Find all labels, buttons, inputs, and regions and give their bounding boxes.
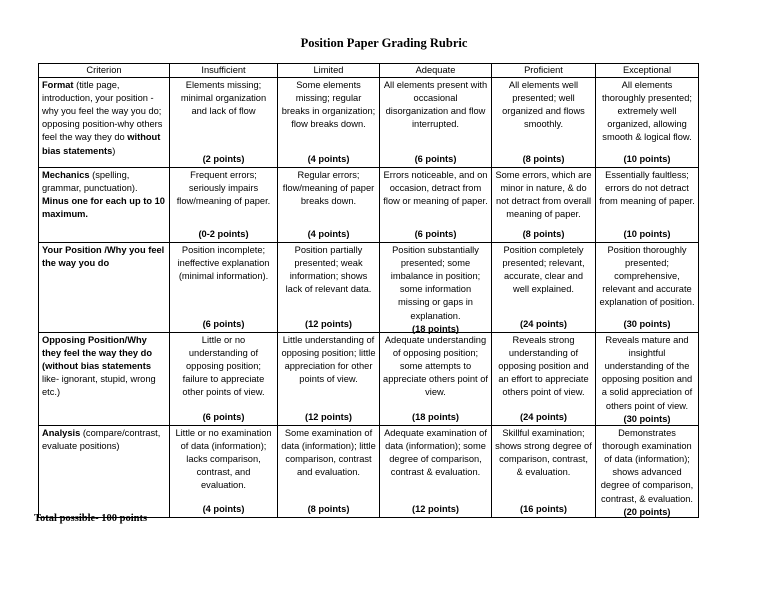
rubric-points: (20 points) [623,506,671,517]
rubric-cell-content [281,169,376,241]
header-exceptional: Exceptional [596,64,699,78]
rubric-row [39,78,699,168]
rubric-cell [596,78,699,168]
rubric-cell-content [383,427,488,516]
rubric-points: (6 points) [414,229,457,239]
rubric-cell-content [281,427,376,516]
rubric-description: Little or no examination of data (information); lacks comparison, contrast, and evaluation. [175,428,272,491]
rubric-cell [596,333,699,426]
rubric-cell [278,333,380,426]
header-insufficient: Insufficient [170,64,278,78]
rubric-row [39,243,699,333]
rubric-cell [596,426,699,518]
rubric-points: (8 points) [307,504,350,514]
criterion-criterion-text2: ) [112,145,116,156]
rubric-cell-content [599,169,695,241]
rubric-description: Regular errors; flow/meaning of paper breaks down. [282,170,375,207]
rubric-description: Some examination of data (information); little comparison, contrast and evaluation. [281,428,376,478]
rubric-cell [492,78,596,168]
rubric-cell [380,78,492,168]
rubric-points: (12 points) [304,412,352,422]
rubric-description: Skillful examination; shows strong degree of comparison, contrast, & evaluation. [495,428,592,478]
rubric-points: (30 points) [623,413,671,424]
rubric-table [38,63,699,518]
rubric-cell-content [495,169,592,241]
rubric-points: (8 points) [522,154,565,164]
rubric-points: (24 points) [519,412,567,422]
rubric-points: (0-2 points) [198,229,249,239]
criterion-cell [39,426,170,518]
total-points: Total possible- 100 points [34,513,148,524]
rubric-description: Adequate understanding of opposing position; some attempts to appreciate others point of view. [383,335,488,398]
rubric-description: Adequate examination of data (information); some degree of comparison, contrast & evaluation. [384,428,487,478]
header-row [39,64,699,78]
criterion-criterion-bold: Your Position /Why you feel the way you do [42,245,165,269]
criterion-cell [39,243,170,333]
rubric-points: (18 points) [411,323,459,334]
rubric-points: (6 points) [202,412,245,422]
criterion-criterion-text: (compare/contrast, evaluate positions) [42,428,161,452]
rubric-points: (30 points) [623,319,671,329]
rubric-points: (16 points) [519,504,567,514]
rubric-points: (12 points) [411,504,459,514]
rubric-points: (4 points) [307,229,350,239]
rubric-cell [596,243,699,333]
rubric-points: (2 points) [202,154,245,164]
rubric-cell-content [599,79,695,166]
rubric-cell [380,333,492,426]
rubric-cell [380,243,492,333]
criterion-cell [39,333,170,426]
rubric-description: Essentially faultless; errors do not detract from meaning of paper. [599,170,695,207]
rubric-cell-content [495,244,592,331]
rubric-cell [170,426,278,518]
header-limited: Limited [278,64,380,78]
rubric-description: Errors noticeable, and on occasion, detract from flow or meaning of paper. [383,170,488,207]
rubric-cell [492,333,596,426]
rubric-cell-content [599,334,695,424]
rubric-description: Position partially presented; weak information; shows lack of relevant data. [285,245,372,295]
rubric-points: (10 points) [623,154,671,164]
rubric-points: (24 points) [519,319,567,329]
rubric-description: Reveals strong understanding of opposing position and an effort to appreciate others point of view. [498,335,589,398]
rubric-description: Demonstrates thorough examination of data (information); shows advanced degree of comparison, contrast, & evaluation. [600,428,694,504]
rubric-cell [170,243,278,333]
rubric-description: Little understanding of opposing position; little appreciation for other points of view. [281,335,376,385]
rubric-cell [380,168,492,243]
rubric-cell [278,243,380,333]
rubric-cell-content [281,79,376,166]
rubric-description: Reveals mature and insightful understanding of the opposing position and a solid appreciation of others point of view. [601,335,693,411]
rubric-points: (18 points) [411,412,459,422]
rubric-cell [492,243,596,333]
rubric-description: Some elements missing; regular breaks in organization; flow breaks down. [281,80,376,130]
rubric-cell [278,78,380,168]
header-proficient: Proficient [492,64,596,78]
rubric-points: (8 points) [522,229,565,239]
criterion-criterion-bold: Mechanics [42,170,90,181]
criterion-criterion-bold2: without bias statements [42,132,161,156]
header-adequate: Adequate [380,64,492,78]
rubric-row [39,168,699,243]
rubric-description: Position completely presented; relevant, accurate, clear and well explained. [502,245,585,295]
rubric-row [39,333,699,426]
rubric-cell-content [383,79,488,166]
rubric-cell [170,78,278,168]
rubric-points: (6 points) [414,154,457,164]
rubric-cell-content [383,244,488,334]
criterion-criterion-bold2: Minus one for each up to 10 maximum. [42,196,165,220]
rubric-description: Position thoroughly presented; comprehensive, relevant and accurate explanation of position. [599,245,695,308]
rubric-description: All elements present with occasional disorganization and flow interrupted. [383,80,488,130]
rubric-title: Position Paper Grading Rubric [300,36,468,50]
rubric-cell-content [495,427,592,516]
rubric-points: (12 points) [304,319,352,329]
criterion-criterion-bold: Format [42,80,74,91]
rubric-cell-content [173,334,274,424]
rubric-cell-content [281,244,376,331]
rubric-points: (6 points) [202,319,245,329]
rubric-description: Position incomplete; ineffective explanation (minimal information). [177,245,270,282]
rubric-points: (4 points) [202,504,245,514]
rubric-cell-content [173,244,274,331]
rubric-description: Some errors, which are minor in nature, & do not detract from overall meaning of paper. [495,170,592,220]
criterion-criterion-bold: Opposing Position/Why they feel the way they do (without bias statements [42,335,153,372]
rubric-description: All elements thoroughly presented; extremely well organized, allowing smooth & logical flow. [602,80,692,143]
criterion-cell [39,78,170,168]
header-criterion: Criterion [39,64,170,78]
rubric-cell-content [495,79,592,166]
rubric-cell-content [173,427,274,516]
rubric-cell [380,426,492,518]
rubric-cell-content [383,169,488,241]
criterion-cell [39,168,170,243]
criterion-criterion-text: (title page, introduction, your position -why you feel the way you do; opposing position-why others feel the way they do [42,80,163,143]
rubric-cell-content [383,334,488,424]
rubric-cell-content [495,334,592,424]
rubric-cell [278,426,380,518]
rubric-points: (4 points) [307,154,350,164]
rubric-row [39,426,699,518]
rubric-description: Elements missing; minimal organization and lack of flow [180,80,267,117]
rubric-cell-content [173,169,274,241]
rubric-description: Little or no understanding of opposing position; failure to appreciate other points of view. [182,335,265,398]
rubric-cell [170,333,278,426]
rubric-cell [492,168,596,243]
rubric-points: (10 points) [623,229,671,239]
criterion-criterion-text: (spelling, grammar, punctuation). [42,170,138,194]
rubric-description: All elements well presented; well organized and flows smoothly. [502,80,585,130]
rubric-description: Frequent errors; seriously impairs flow/meaning of paper. [176,170,271,207]
rubric-cell-content [281,334,376,424]
criterion-criterion-bold: Analysis [42,428,81,439]
rubric-cell [596,168,699,243]
rubric-cell [170,168,278,243]
rubric-cell-content [173,79,274,166]
criterion-criterion-text: like- ignorant, stupid, wrong etc.) [42,374,156,398]
rubric-cell [278,168,380,243]
rubric-cell-content [599,427,695,516]
rubric-description: Position substantially presented; some imbalance in position; some information missing or gaps in explanation. [390,245,481,321]
rubric-cell-content [599,244,695,331]
rubric-cell [492,426,596,518]
